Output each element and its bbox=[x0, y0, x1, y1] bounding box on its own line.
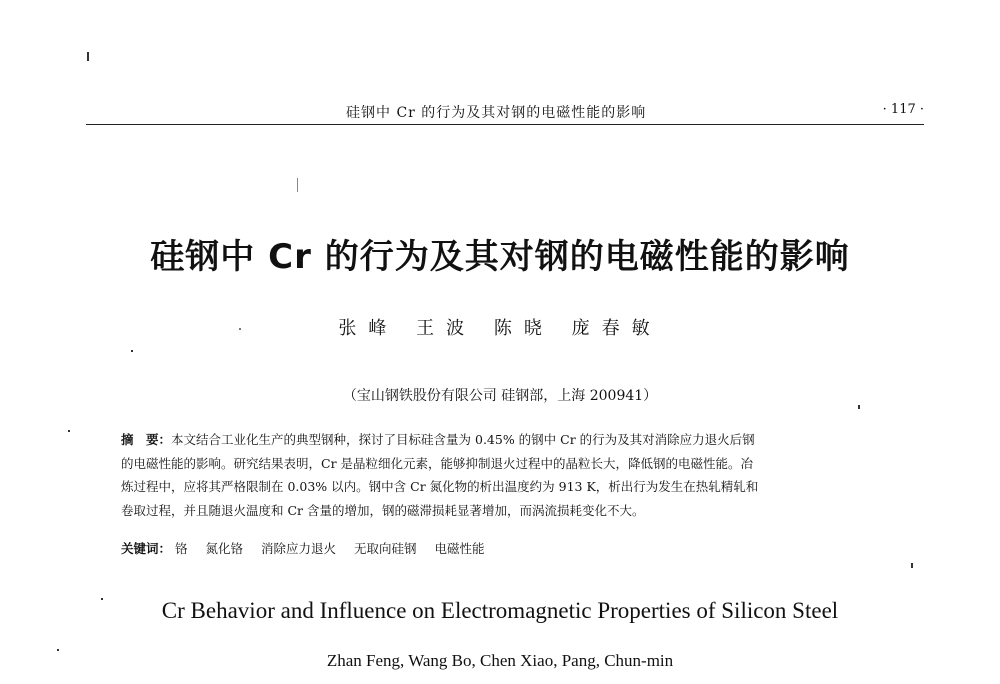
keywords-label: 关键词： bbox=[121, 541, 172, 556]
abstract-line: 的电磁性能的影响。研究结果表明，Cr 是晶粒细化元素，能够抑制退火过程中的晶粒长大，降低钢的电磁性能。冶 bbox=[121, 455, 754, 471]
header-rule bbox=[86, 124, 924, 125]
abstract-block bbox=[121, 428, 887, 522]
scan-speck bbox=[68, 430, 70, 432]
scan-speck bbox=[297, 178, 298, 192]
scan-speck bbox=[858, 405, 860, 409]
scan-speck bbox=[131, 350, 133, 352]
page-number: · 117 · bbox=[882, 102, 924, 117]
abstract-text: 本文结合工业化生产的典型钢种，探讨了目标硅含量为 0.45% 的钢中 Cr 的行为及其对消除应力退火后钢 bbox=[171, 432, 755, 447]
keyword: 无取向硅钢 bbox=[354, 541, 417, 556]
keyword: 电磁性能 bbox=[434, 541, 485, 556]
keyword: 氮化铬 bbox=[205, 541, 244, 556]
affiliation-chinese: （宝山钢铁股份有限公司 硅钢部，上海 200941） bbox=[342, 388, 658, 404]
running-header-title: 硅钢中 Cr 的行为及其对钢的电磁性能的影响 bbox=[346, 105, 647, 121]
keywords-line bbox=[121, 539, 499, 557]
scan-speck bbox=[911, 563, 913, 568]
scan-speck bbox=[57, 649, 59, 651]
abstract-line bbox=[121, 428, 887, 452]
scan-speck bbox=[239, 328, 241, 330]
authors-english: Zhan Feng, Wang Bo, Chen Xiao, Pang, Chun-min bbox=[326, 651, 674, 670]
authors-chinese: 张峰 王波 陈晓 庞春敏 bbox=[338, 318, 662, 339]
title-chinese: 硅钢中 Cr 的行为及其对钢的电磁性能的影响 bbox=[150, 237, 850, 277]
running-header bbox=[86, 96, 924, 126]
abstract-label: 摘 要： bbox=[121, 432, 172, 447]
title-english: Cr Behavior and Influence on Electromagnetic Properties of Silicon Steel bbox=[161, 598, 839, 623]
abstract-line: 卷取过程，并且随退火温度和 Cr 含量的增加，钢的磁滞损耗显著增加，而涡流损耗变化不大。 bbox=[121, 502, 645, 518]
scan-speck bbox=[87, 52, 89, 61]
abstract-line: 炼过程中，应将其严格限制在 0.03% 以内。钢中含 Cr 氮化物的析出温度约为 913 K，析出行为发生在热轧精轧和 bbox=[121, 479, 759, 495]
scan-speck bbox=[101, 598, 103, 600]
keyword: 铬 bbox=[175, 541, 188, 556]
keyword: 消除应力退火 bbox=[261, 541, 337, 556]
